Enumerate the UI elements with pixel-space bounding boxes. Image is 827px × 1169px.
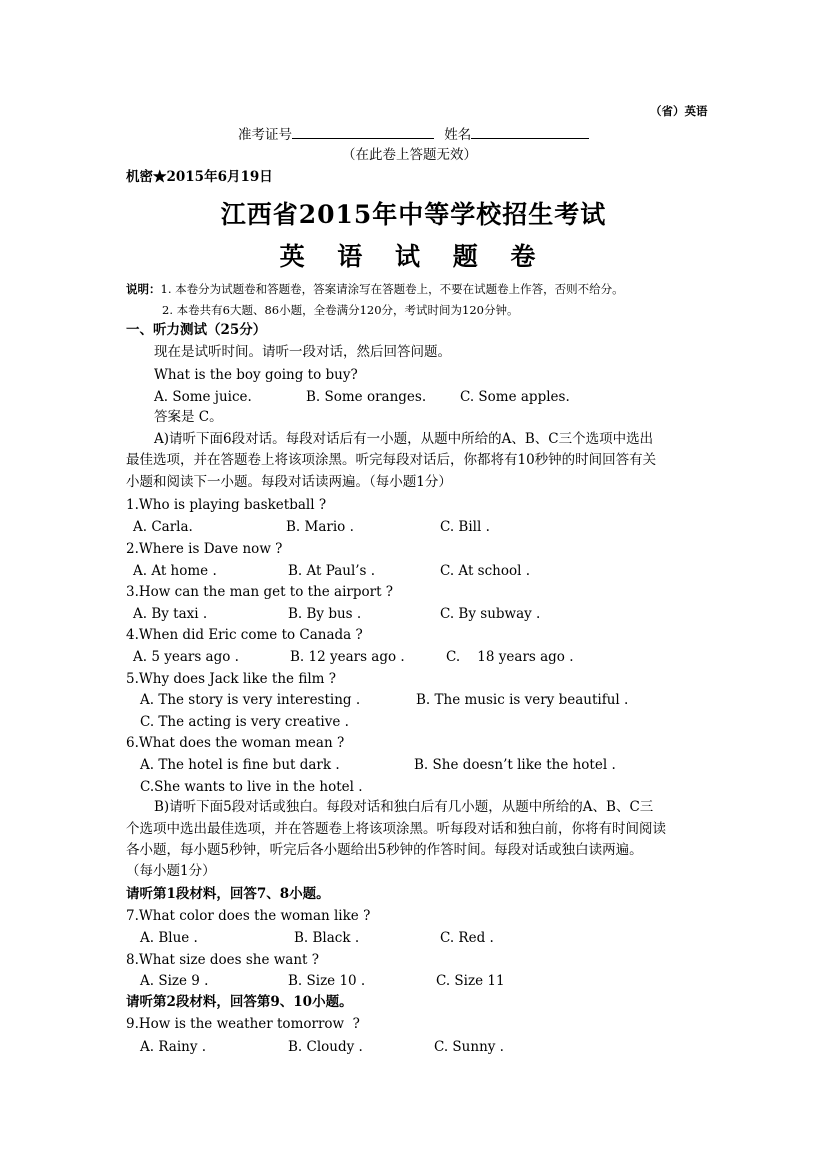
q5-option-b: B. The music is very beautiful .	[416, 692, 629, 708]
q7-option-c: C. Red .	[440, 930, 494, 946]
q7-option-b: B. Black .	[294, 930, 360, 946]
q3-option-c: C. By subway .	[440, 606, 541, 622]
name-blank	[471, 124, 589, 139]
q7-option-a: A. Blue .	[140, 930, 198, 946]
q9-option-c: C. Sunny .	[434, 1039, 504, 1055]
q4-option-b: B. 12 years ago .	[290, 649, 405, 665]
exam-number-label: 准考证号	[238, 127, 292, 143]
question-5: 5.Why does Jack like the film ?	[126, 671, 336, 687]
material-1-heading: 请听第1段材料，回答7、8小题。	[126, 886, 330, 902]
instruction-item-2: 2. 本卷共有6大题、86小题，全卷满分120分，考试时间为120分钟。	[162, 303, 519, 317]
q2-option-c: C. At school .	[440, 563, 530, 579]
q8-option-a: A. Size 9 .	[140, 973, 209, 989]
example-option-b: B. Some oranges.	[306, 389, 427, 405]
q9-option-a: A. Rainy .	[140, 1039, 207, 1055]
partB-instructions-2: 个选项中选出最佳选项，并在答题卷上将该项涂黑。听每段对话和独白前，你将有时间阅读	[126, 821, 666, 837]
instruction-item-1: 1. 本卷分为试题卷和答题卷，答案请涂写在答题卷上，不要在试题卷上作答，否则不给分。	[160, 282, 624, 296]
question-3: 3.How can the man get to the airport ?	[126, 584, 394, 600]
question-9: 9.How is the weather tomorrow ?	[126, 1016, 360, 1032]
q8-option-b: B. Size 10 .	[288, 973, 366, 989]
q1-option-b: B. Mario .	[286, 519, 354, 535]
q6-option-a: A. The hotel is fine but dark .	[140, 757, 340, 773]
instructions-label: 说明：	[126, 282, 161, 296]
name-label: 姓名	[444, 127, 472, 143]
q2-option-a: A. At home .	[133, 563, 217, 579]
example-intro: 现在是试听时间。请听一段对话，然后回答问题。	[154, 344, 451, 360]
q6-option-b: B. She doesn’t like the hotel .	[414, 757, 616, 773]
question-4: 4.When did Eric come to Canada ?	[126, 627, 363, 643]
instructions-line-1	[126, 280, 624, 298]
q9-option-b: B. Cloudy .	[288, 1039, 363, 1055]
example-question: What is the boy going to buy?	[154, 367, 358, 383]
q5-option-c: C. The acting is very creative .	[140, 714, 349, 730]
q3-option-a: A. By taxi .	[133, 606, 208, 622]
partA-instructions-3: 小题和阅读下一小题。每段对话读两遍。（每小题1分）	[126, 474, 452, 490]
q5-option-a: A. The story is very interesting .	[140, 692, 361, 708]
partA-instructions-1: A)请听下面6段对话。每段对话后有一小题，从题中所给的A、B、C三个选项中选出	[154, 431, 654, 447]
question-1: 1.Who is playing basketball ?	[126, 497, 327, 513]
partA-instructions-2: 最佳选项，并在答题卷上将该项涂黑。听完每段对话后，你都将有10秒钟的时间回答有关	[126, 452, 657, 468]
material-2-heading: 请听第2段材料，回答第9、10小题。	[126, 994, 353, 1010]
answer-note: （在此卷上答题无效）	[342, 147, 477, 163]
q4-option-a: A. 5 years ago .	[133, 649, 239, 665]
corner-label: （省）英语	[650, 104, 708, 118]
q8-option-c: C. Size 11	[436, 973, 505, 989]
example-option-c: C. Some apples.	[460, 389, 570, 405]
question-2: 2.Where is Dave now ?	[126, 541, 283, 557]
q6-option-c: C.She wants to live in the hotel .	[140, 779, 363, 795]
question-7: 7.What color does the woman like ?	[126, 908, 371, 924]
exam-title: 江西省2015年中等学校招生考试	[220, 200, 607, 229]
q4-option-c: C. 18 years ago .	[446, 649, 574, 665]
question-8: 8.What size does she want ?	[126, 952, 319, 968]
partB-instructions-1: B)请听下面5段对话或独白。每段对话和独白后有几小题，从题中所给的A、B、C三	[154, 799, 654, 815]
question-6: 6.What does the woman mean ?	[126, 735, 345, 751]
exam-number-blank	[292, 124, 434, 139]
q3-option-b: B. By bus .	[288, 606, 362, 622]
exam-info-line	[238, 124, 589, 144]
exam-subtitle: 英 语 试 题 卷	[279, 242, 548, 271]
q1-option-c: C. Bill .	[440, 519, 490, 535]
secret-date: 机密★2015年6月19日	[126, 169, 273, 185]
q2-option-b: B. At Paul’s .	[288, 563, 376, 579]
example-answer: 答案是 C。	[154, 409, 223, 425]
section-heading: 一、听力测试（25分）	[126, 322, 267, 338]
partB-instructions-3: 各小题，每小题5秒钟，听完后各小题给出5秒钟的作答时间。每段对话或独白读两遍。	[126, 842, 643, 858]
q1-option-a: A. Carla.	[133, 519, 193, 535]
example-option-a: A. Some juice.	[154, 389, 252, 405]
partB-instructions-4: （每小题1分）	[126, 863, 216, 879]
